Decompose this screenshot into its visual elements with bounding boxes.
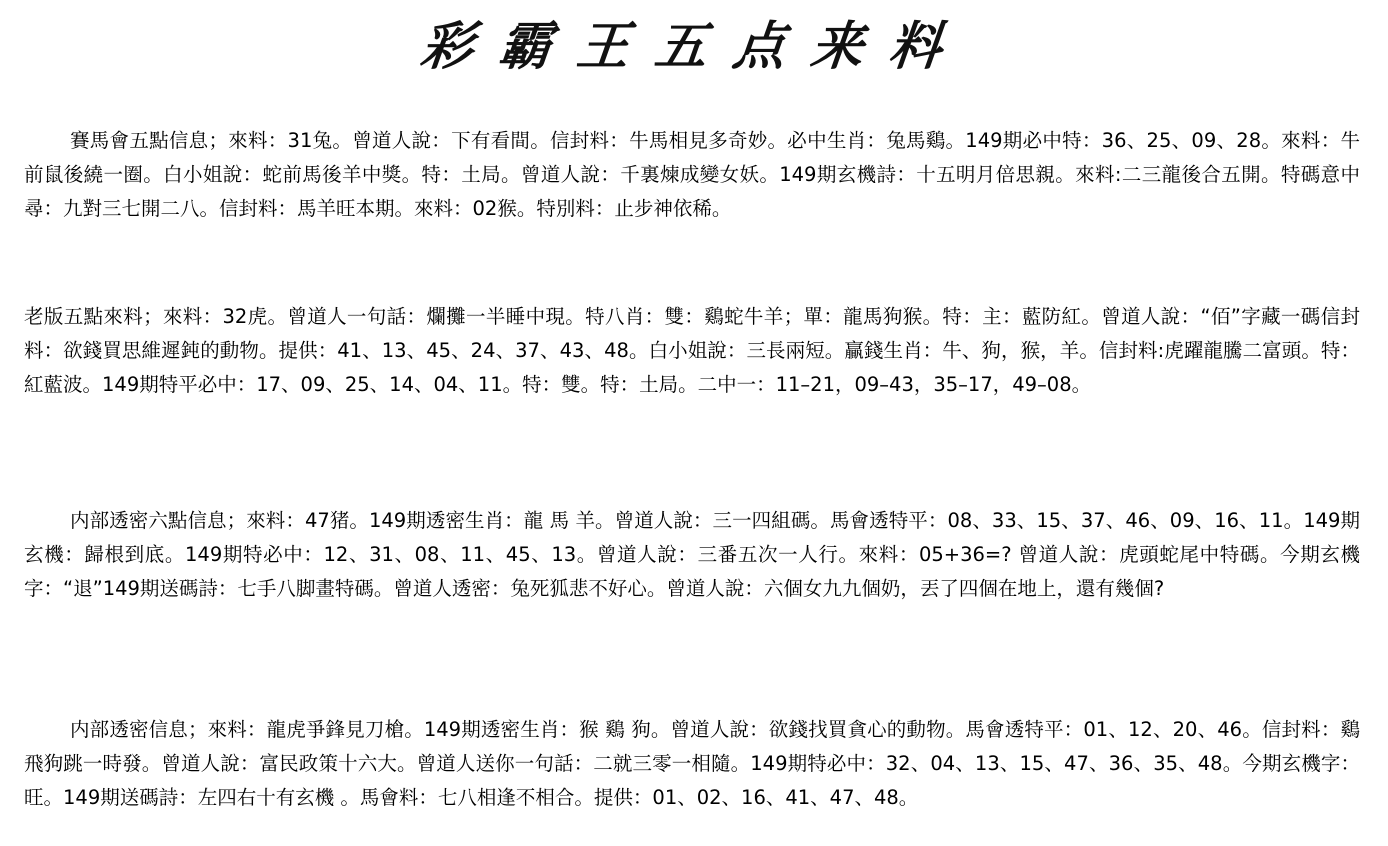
info-paragraph-1: 賽馬會五點信息；來料：31兔。曾道人說：下有看間。信封料：牛馬相見多奇妙。必中生肖：兔馬鷄。149期必中特：36、25、09、28。來料：牛前鼠後繞一圈。白小姐說：蛇前馬後羊中獎。特：土局。曾道人說：千裏煉成變女妖。149期玄機詩：十五明月倍思親。來料:二三龍後合五開。特碼意中尋：九對三七開二八。信封料：馬羊旺本期。來料：02猴。特別料：止步神依稀。 <box>24 128 1360 220</box>
page-title: 彩霸王五点来料 <box>417 16 971 77</box>
info-paragraph-3: 内部透密六點信息；來料：47猪。149期透密生肖：龍 馬 羊。曾道人說：三一四組碼。馬會透特平：08、33、15、37、46、09、16、11。149期玄機：歸根到底。149期特必中：12、31、08、11、45、13。曾道人說：三番五次一人行。來料：05+36=? 曾道人說：虎頭蛇尾中特碼。今期玄機字：“退”149期送碼詩：七手八脚畫特碼。曾道人透密：兔死狐悲不好心。曾道人說：六個女九九個奶，丟了四個在地上，還有幾個? <box>24 508 1360 600</box>
info-paragraph-4: 内部透密信息；來料：龍虎爭鋒見刀槍。149期透密生肖：猴 鷄 狗。曾道人說：欲錢找買貪心的動物。馬會透特平：01、12、20、46。信封料：鷄飛狗跳一時發。曾道人說：富民政策十六大。曾道人送你一句話：二就三零一相隨。149期特必中：32、04、13、15、47、36、35、48。今期玄機字：旺。149期送碼詩：左四右十有玄機 。馬會料：七八相逢不相合。提供：01、02、16、41、47、48。 <box>24 717 1360 809</box>
info-paragraph-2: 老版五點來料；來料：32虎。曾道人一句話：爛攤一半睡中現。特八肖：雙：鷄蛇牛羊；單：龍馬狗猴。特：主：藍防紅。曾道人說：“佰”字藏一碼信封料：欲錢買思維遲鈍的動物。提供：41、13、45、24、37、43、48。白小姐說：三長兩短。贏錢生肖：牛、狗，猴，羊。信封料:虎躍龍騰二富頭。特：紅藍波。149期特平必中：17、09、25、14、04、11。特：雙。特：土局。二中一：11–21，09–43，35–17，49–08。 <box>24 304 1360 396</box>
